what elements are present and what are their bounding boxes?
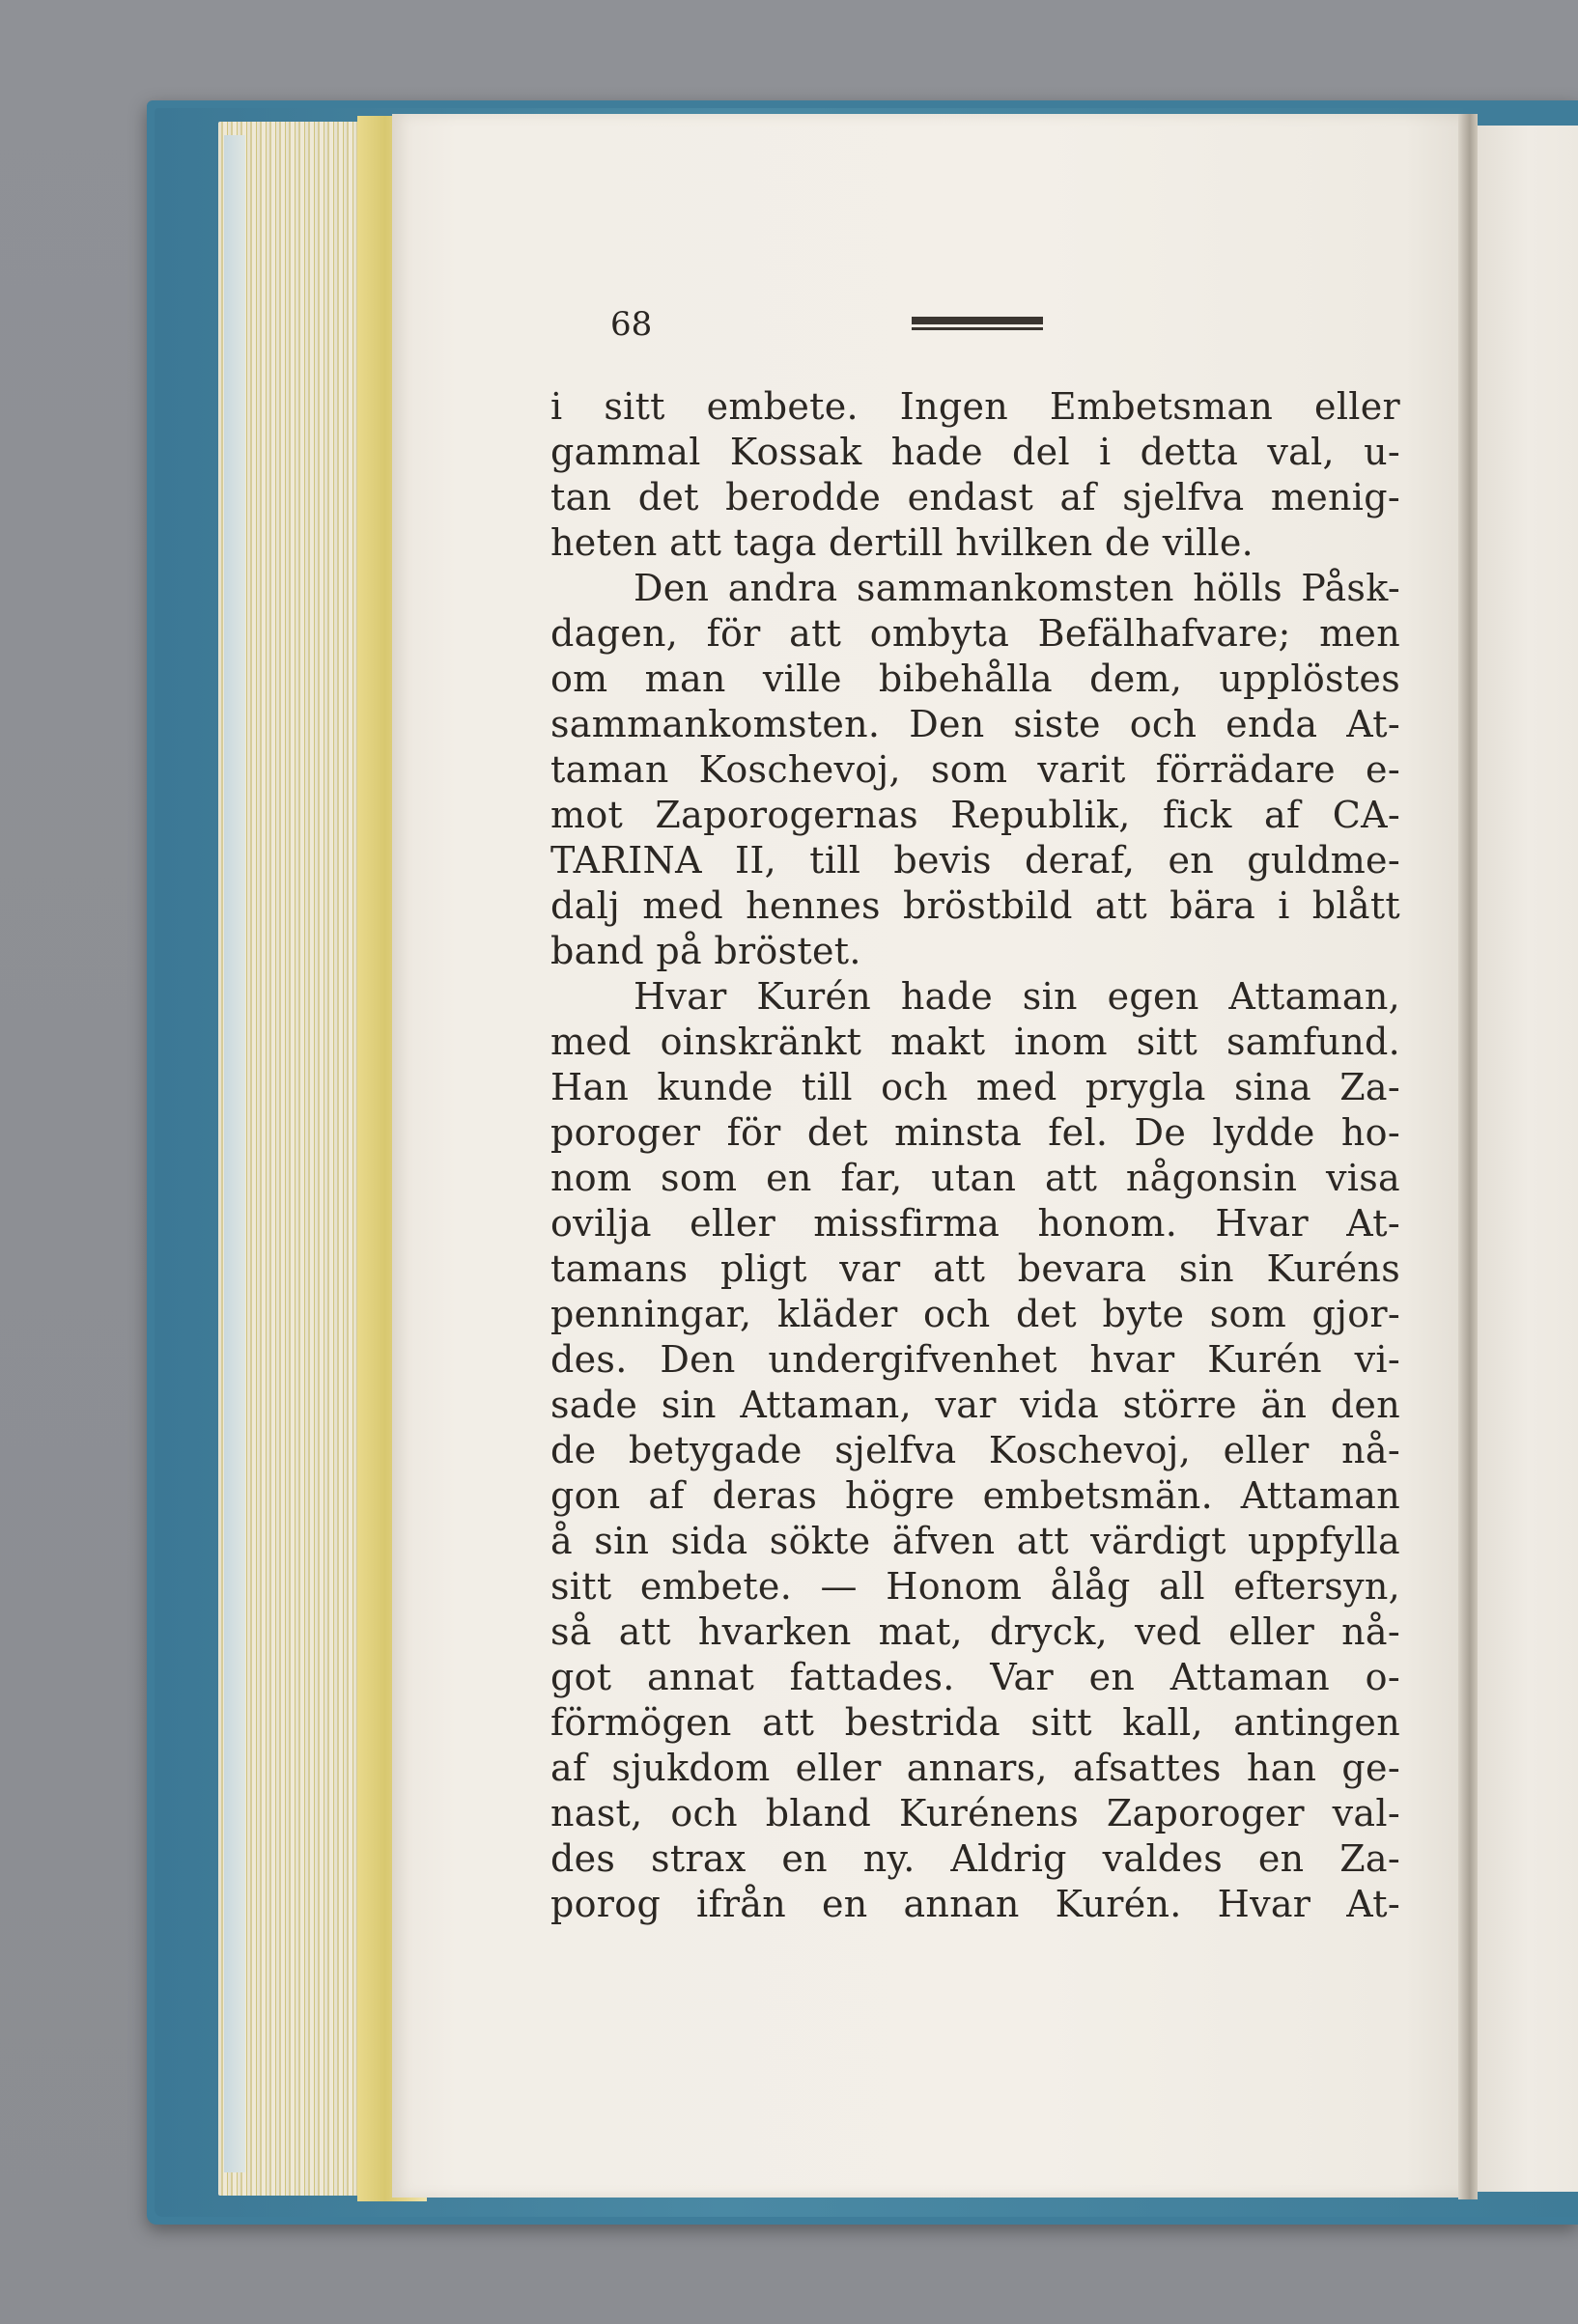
cover-edge-right xyxy=(1463,104,1578,126)
text-line: de betygade sjelfva Koschevoj, eller nå- xyxy=(550,1429,1400,1471)
text-line: gon af deras högre embetsmän. Attaman xyxy=(550,1474,1400,1517)
text-line: sitt embete. — Honom ålåg all eftersyn, xyxy=(550,1565,1400,1608)
text-line: med oinskränkt makt inom sitt samfund. xyxy=(550,1021,1400,1063)
text-line: gammal Kossak hade del i detta val, u- xyxy=(550,431,1400,473)
text-line: nast, och bland Kurénens Zaporoger val- xyxy=(550,1792,1400,1834)
body-text xyxy=(550,384,1400,1927)
text-line: i sitt embete. Ingen Embetsman eller xyxy=(550,385,1400,428)
text-line: Han kunde till och med prygla sina Za- xyxy=(550,1066,1400,1108)
text-line: des strax en ny. Aldrig valdes en Za- xyxy=(550,1837,1400,1880)
text-line: sammankomsten. Den siste och enda At- xyxy=(550,703,1400,745)
text-line: got annat fattades. Var en Attaman o- xyxy=(550,1656,1400,1698)
page-gutter xyxy=(1458,114,1478,2199)
text-line: porog ifrån en annan Kurén. Hvar At- xyxy=(550,1883,1400,1925)
text-line: heten att taga dertill hvilken de ville. xyxy=(550,521,1254,564)
text-line: förmögen att bestrida sitt kall, antingen xyxy=(550,1701,1400,1744)
text-line: ovilja eller missfirma honom. Hvar At- xyxy=(550,1202,1400,1245)
text-line: TARINA II, till bevis deraf, en guldme- xyxy=(550,839,1400,882)
text-line: tan det berodde endast af sjelfva menig- xyxy=(550,476,1400,518)
text-line: tamans pligt var att bevara sin Kuréns xyxy=(550,1247,1400,1290)
facing-page xyxy=(1476,126,1578,2192)
page-stack-tint xyxy=(224,135,245,2172)
text-line: mot Zaporogernas Republik, fick af CA- xyxy=(550,794,1400,836)
text-line: dagen, för att ombyta Befälhafvare; men xyxy=(550,612,1400,655)
page-number: 68 xyxy=(610,305,653,344)
text-line: sade sin Attaman, var vida större än den xyxy=(550,1384,1400,1426)
text-line: Hvar Kurén hade sin egen Attaman, xyxy=(634,975,1400,1018)
header-ornament xyxy=(912,317,1043,332)
text-line: taman Koschevoj, som varit förrädare e- xyxy=(550,748,1400,791)
text-line: penningar, kläder och det byte som gjor- xyxy=(550,1293,1400,1335)
text-line: å sin sida sökte äfven att värdigt uppfylla xyxy=(550,1520,1400,1562)
text-line: nom som en far, utan att någonsin visa xyxy=(550,1157,1400,1199)
text-line: poroger för det minsta fel. De lydde ho- xyxy=(550,1111,1400,1154)
text-line: band på bröstet. xyxy=(550,930,861,972)
text-line: des. Den undergifvenhet hvar Kurén vi- xyxy=(550,1338,1400,1381)
text-line: så att hvarken mat, dryck, ved eller nå- xyxy=(550,1610,1400,1653)
text-line: Den andra sammankomsten hölls Påsk- xyxy=(634,567,1400,609)
text-line: om man ville bibehålla dem, upplöstes xyxy=(550,658,1400,700)
text-line: af sjukdom eller annars, afsattes han ge- xyxy=(550,1747,1400,1789)
text-line: dalj med hennes bröstbild att bära i blått xyxy=(550,884,1400,927)
page-header xyxy=(610,305,1055,344)
